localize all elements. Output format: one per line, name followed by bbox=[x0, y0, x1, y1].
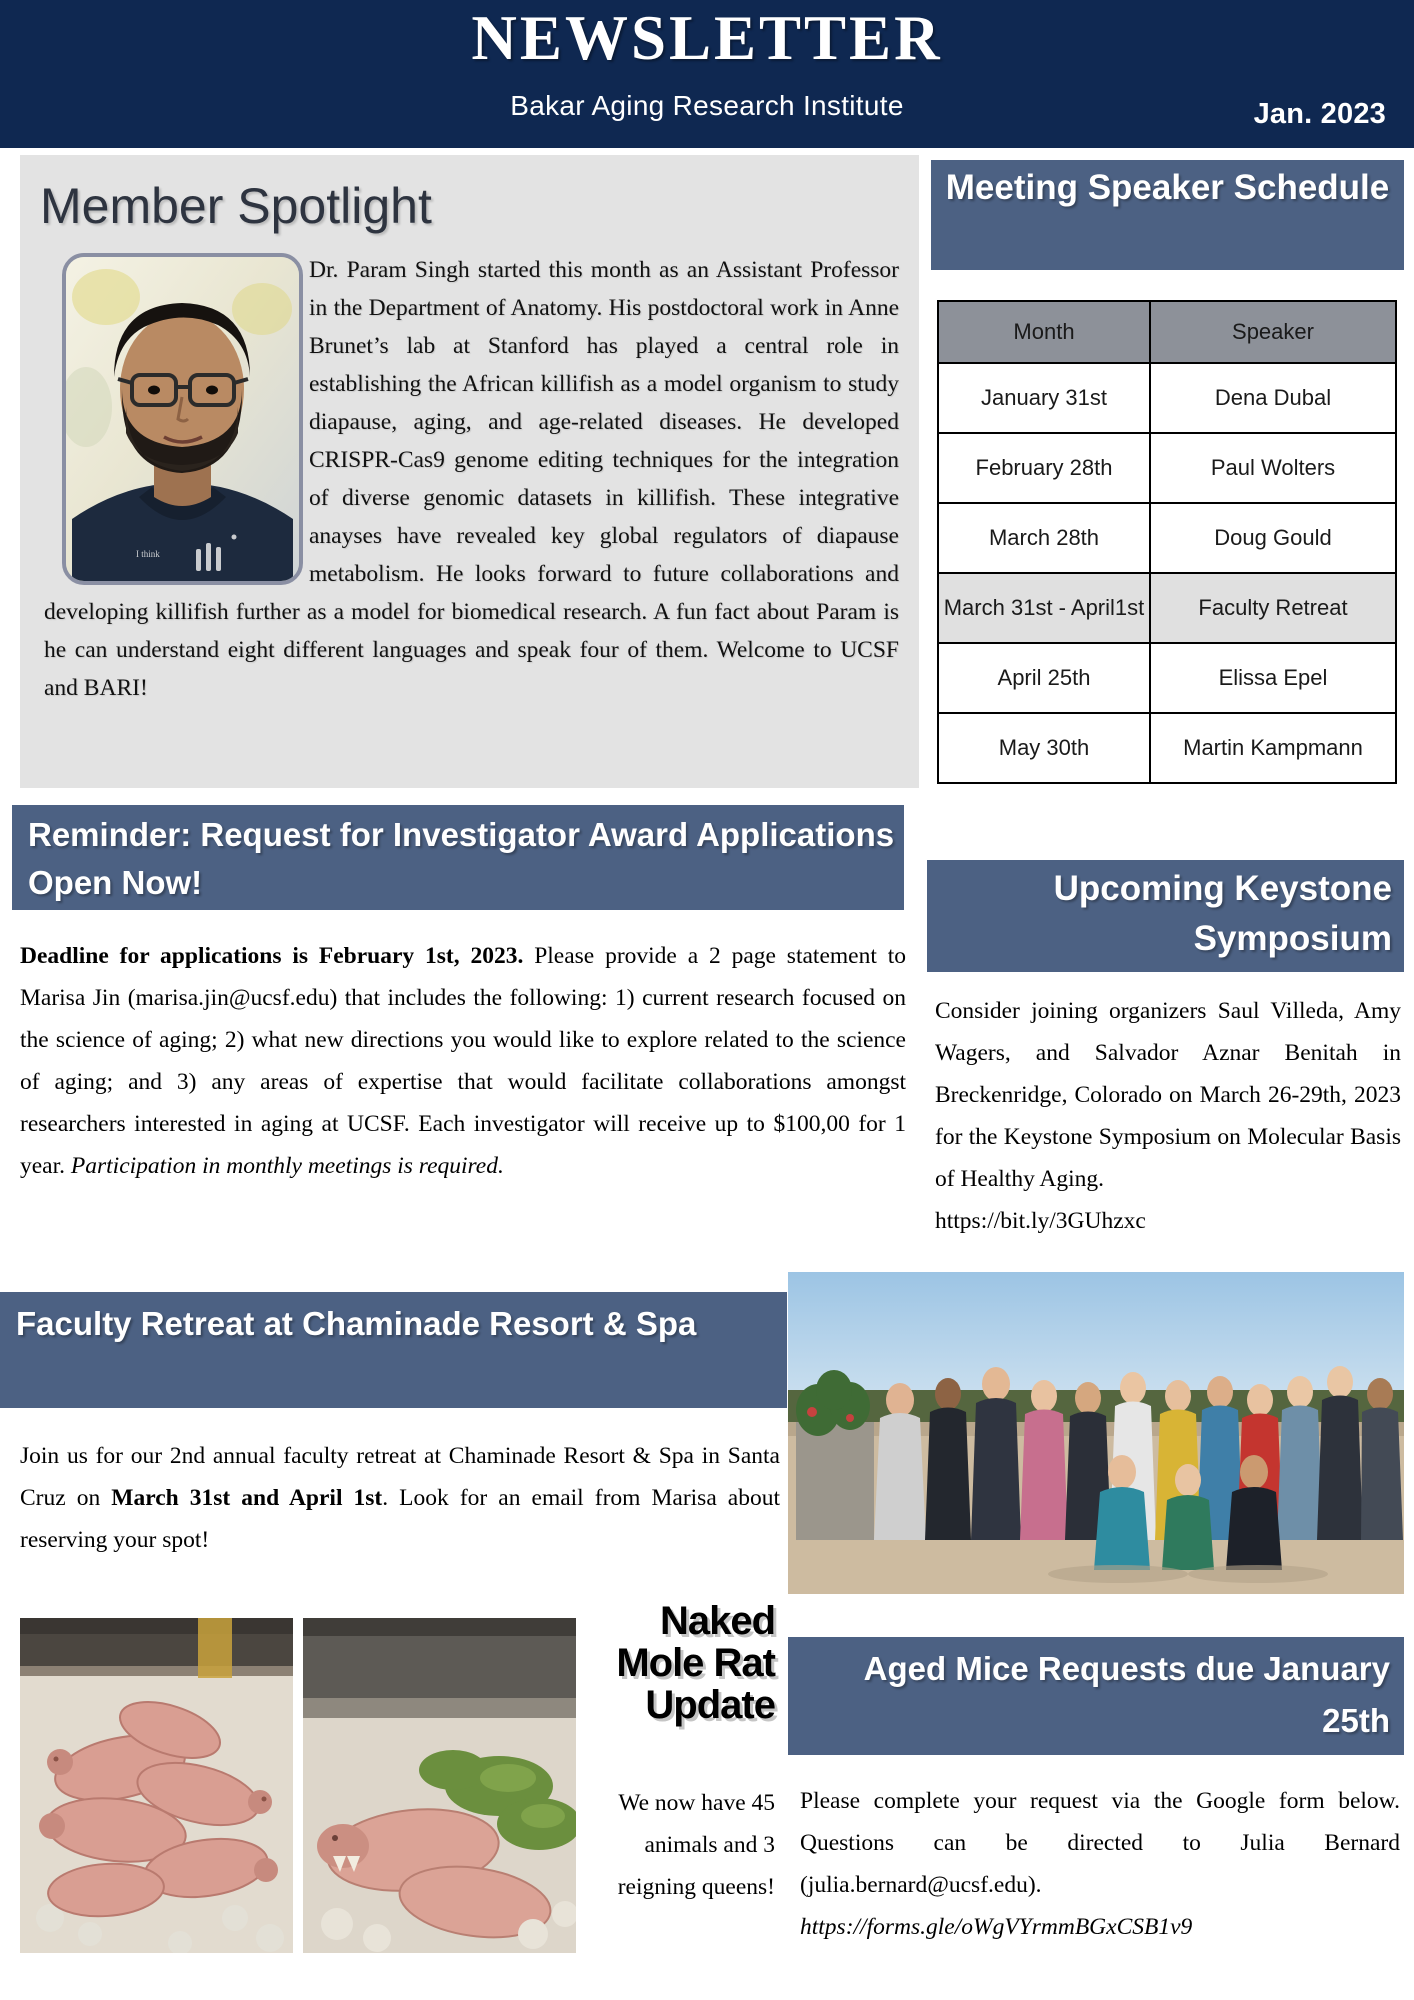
cell-speaker: Martin Kampmann bbox=[1150, 713, 1396, 783]
aged-mice-body bbox=[800, 1780, 1400, 1948]
cell-speaker: Dena Dubal bbox=[1150, 363, 1396, 433]
cell-month: March 31st - April1st bbox=[938, 573, 1150, 643]
speaker-schedule-table bbox=[937, 300, 1397, 784]
column-header-month: Month bbox=[938, 301, 1150, 363]
table-row bbox=[938, 573, 1396, 643]
retreat-dates: March 31st and April 1st bbox=[111, 1485, 383, 1511]
cell-speaker: Faculty Retreat bbox=[1150, 573, 1396, 643]
naked-mole-rat-photo-2 bbox=[303, 1618, 576, 1953]
cell-month: February 28th bbox=[938, 433, 1150, 503]
table-row bbox=[938, 713, 1396, 783]
member-spotlight-heading: Member Spotlight bbox=[40, 178, 432, 234]
cell-month: January 31st bbox=[938, 363, 1150, 433]
faculty-retreat-heading-text: Faculty Retreat at Chaminade Resort & Spa bbox=[16, 1305, 697, 1342]
faculty-retreat-heading-bar bbox=[0, 1292, 787, 1408]
naked-mole-rat-body: We now have 45 animals and 3 reigning queens! bbox=[617, 1790, 775, 1900]
member-spotlight-text bbox=[44, 251, 899, 707]
retreat-text-pre: Join us for our 2nd annual faculty retreat at Chaminade Resort & Spa in Santa Cruz on bbox=[20, 1443, 780, 1511]
table-row bbox=[938, 503, 1396, 573]
reminder-deadline-text: Deadline for applications is February 1st, 2023. bbox=[20, 943, 524, 969]
keystone-body bbox=[935, 990, 1401, 1242]
aged-mice-heading-bar bbox=[788, 1637, 1404, 1755]
keystone-paragraph: Consider joining organizers Saul Villeda, Amy Wagers, and Salvador Aznar Benitah in Breckenridge, Colorado on March 26-29th, 2023 for the Keystone Symposium on Molecular Basis of Healthy Aging. bbox=[935, 998, 1401, 1192]
column-header-speaker: Speaker bbox=[1150, 301, 1396, 363]
table-header-row bbox=[938, 301, 1396, 363]
cell-speaker: Paul Wolters bbox=[1150, 433, 1396, 503]
member-spotlight-paragraph: Dr. Param Singh started this month as an Assistant Professor in the Department of Anatomy. His postdoctoral work in Anne Brunet’s lab at Stanford has played a central role in establishing the African killifish as a model organism to study diapause, aging, and age-related diseases. He developed CRISPR-Cas9 genome editing techniques for the integration of diverse genomic datasets in killifish. These integrative anayses have revealed key global regulators of diapause metabolism. He looks forward to future collaborations and developing killifish further as a model for biomedical research. A fun fact about Param is he can understand eight different languages and speak four of them. Welcome to UCSF and BARI! bbox=[44, 257, 899, 701]
institute-name: Bakar Aging Research Institute bbox=[510, 90, 904, 121]
keystone-heading-bar bbox=[927, 860, 1404, 972]
cell-speaker: Elissa Epel bbox=[1150, 643, 1396, 713]
member-spotlight-section bbox=[20, 155, 919, 788]
cell-month: April 25th bbox=[938, 643, 1150, 713]
cell-month: March 28th bbox=[938, 503, 1150, 573]
cell-month: May 30th bbox=[938, 713, 1150, 783]
speaker-schedule-heading-text: Meeting Speaker Schedule bbox=[945, 168, 1390, 207]
nmr-title-line3: Update bbox=[645, 1683, 775, 1727]
aged-mice-paragraph: Please complete your request via the Google form below. Questions can be directed to Julia Bernard (julia.bernard@ucsf.edu). bbox=[800, 1788, 1400, 1898]
cell-speaker: Doug Gould bbox=[1150, 503, 1396, 573]
nmr-title-line2: Mole Rat bbox=[616, 1641, 775, 1685]
nmr-title-line1: Naked bbox=[659, 1599, 775, 1643]
aged-mice-form-link[interactable]: https://forms.gle/oWgVYrmmBGxCSB1v9 bbox=[800, 1914, 1193, 1940]
keystone-link[interactable]: https://bit.ly/3GUhzxc bbox=[935, 1208, 1146, 1234]
retreat-text-post: . Look for an email from Marisa about reserving your spot! bbox=[20, 1485, 781, 1553]
reminder-body bbox=[20, 935, 906, 1187]
table-row bbox=[938, 643, 1396, 713]
reminder-participation-note: Participation in monthly meetings is required. bbox=[70, 1153, 504, 1179]
reminder-heading-bar bbox=[12, 805, 904, 910]
reminder-detail-text: Please provide a 2 page statement to Marisa Jin (marisa.jin@ucsf.edu) that includes the following: 1) current research focused on the science of aging; 2) what new directions you would like to explore related to the science of aging; and 3) any areas of expertise that would facilitate collaborations amongst researchers interested in aging at UCSF. Each investigator will receive up to $100,00 for 1 year. bbox=[20, 943, 906, 1179]
newsletter-title: NEWSLETTER bbox=[471, 3, 943, 73]
naked-mole-rat-photo-1 bbox=[20, 1618, 293, 1953]
faculty-retreat-body bbox=[20, 1435, 780, 1561]
issue-date: Jan. 2023 bbox=[1253, 98, 1386, 130]
reminder-heading-text: Reminder: Request for Investigator Award Applications Open Now! bbox=[28, 816, 895, 901]
aged-mice-heading-text: Aged Mice Requests due January 25th bbox=[863, 1650, 1390, 1739]
speaker-schedule-heading-bar bbox=[931, 160, 1404, 270]
faculty-retreat-group-photo bbox=[788, 1272, 1404, 1594]
table-row bbox=[938, 363, 1396, 433]
svg-text:I think: I think bbox=[136, 549, 160, 559]
masthead-banner bbox=[0, 0, 1414, 148]
table-row bbox=[938, 433, 1396, 503]
keystone-heading-text: Upcoming Keystone Symposium bbox=[1053, 869, 1392, 958]
naked-mole-rat-title bbox=[580, 1600, 775, 1726]
